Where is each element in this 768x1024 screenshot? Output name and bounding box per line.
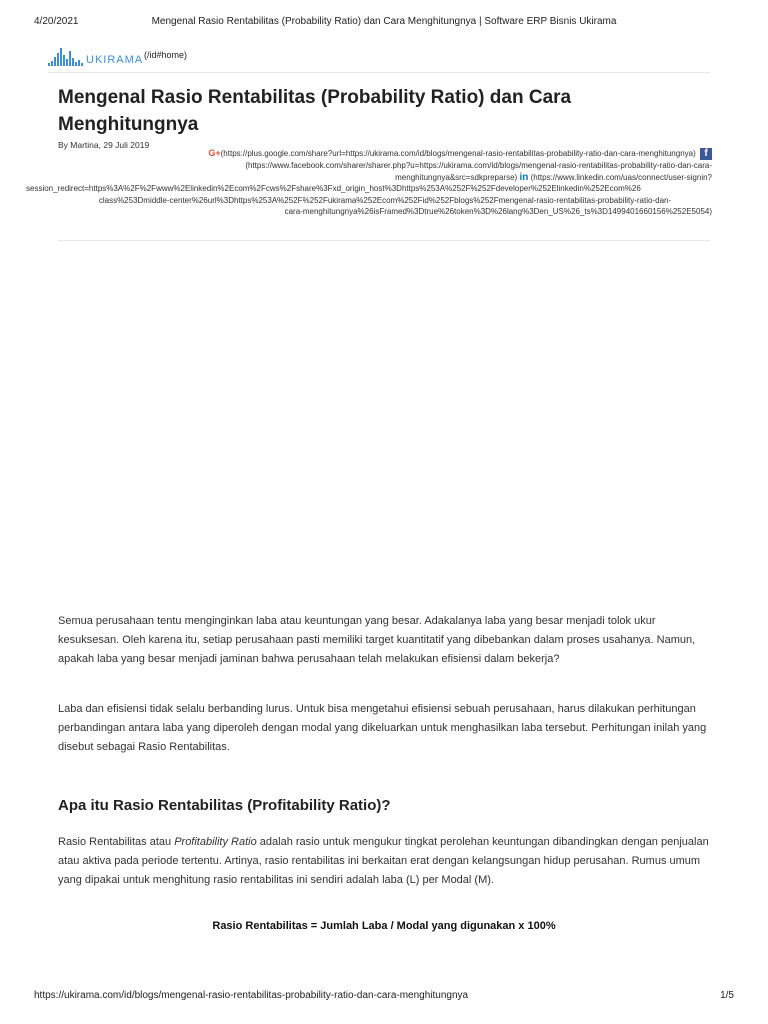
linkedin-share-link-2[interactable]: session_redirect=https%3A%2F%2Fwww%2Elinkedin%2Ecom%2Fcws%2Fshare%3Fxd_origin_host%3Dhttps%253A%252F%252Fdeveloper%252Elinkedin%252Ecom%26 bbox=[26, 184, 641, 194]
linkedin-icon[interactable]: in bbox=[519, 171, 529, 183]
linkedin-share-link[interactable]: (https://www.linkedin.com/uas/connect/user-signin? bbox=[530, 172, 712, 182]
share-gplus-row[interactable] bbox=[58, 148, 712, 160]
share-fb-li-row[interactable] bbox=[58, 172, 712, 184]
paragraph-efficiency: Laba dan efisiensi tidak selalu berbanding lurus. Untuk bisa mengetahui efisiensi sebuah perusahaan, harus dilakukan perhitungan perbandingan antara laba yang diperoleh dengan modal yang dikeluarkan untuk menghasilkan laba tersebut. Perhitungan inilah yang disebut sebagai Rasio Rentabilitas. bbox=[58, 703, 707, 753]
print-footer-url: https://ukirama.com/id/blogs/mengenal-rasio-rentabilitas-probability-ratio-dan-cara-menghitungnya bbox=[34, 990, 469, 1001]
divider bbox=[58, 240, 710, 241]
article-header bbox=[58, 84, 710, 150]
linkedin-share-link-4[interactable]: cara-menghitungnya%26isFramed%3Dtrue%26token%3D%26lang%3Den_US%26_ts%3D1499401660156%252E5054) bbox=[284, 207, 712, 217]
share-links bbox=[26, 148, 712, 218]
print-footer bbox=[34, 990, 734, 1004]
linkedin-share-link-3[interactable]: class%253Dmiddle-center%26url%3Dhttps%253A%252F%252Fukirama%252Ecom%252Fid%252Fblogs%252Fmengenal-rasio-rentabilitas-probability-ratio-dan- bbox=[98, 195, 672, 205]
logo-bars-icon bbox=[48, 48, 83, 66]
home-link[interactable]: (/id#home) bbox=[144, 50, 188, 60]
print-header bbox=[34, 16, 734, 30]
site-header bbox=[48, 44, 710, 73]
definition-text-start: Rasio Rentabilitas atau bbox=[58, 836, 175, 848]
formula: Rasio Rentabilitas = Jumlah Laba / Modal yang digunakan x 100% bbox=[212, 920, 556, 932]
definition-text-end: adalah rasio untuk mengukur tingkat perolehan keuntungan dibandingkan dengan penjualan atau aktiva pada periode tertentu. Artinya, rasio rentabilitas ini berkaitan erat dengan kelangsungan hidup perusahan. Rumus umum yang dipakai untuk menghitung rasio rentabilitas ini sendiri adalah laba (L) per Modal (M). bbox=[58, 836, 709, 886]
paragraph-intro: Semua perusahaan tentu menginginkan laba atau keuntungan yang besar. Adakalanya laba yang besar menjadi tolok ukur kesuksesan. Oleh karena itu, setiap perusahaan pasti memiliki target kuantitatif yang dibebankan dalam proses usahanya. Namun, apakah laba yang besar menjadi jaminan bahwa perusahaan telah melakukan efisiensi dalam bekerja? bbox=[58, 615, 696, 665]
article-title: Mengenal Rasio Rentabilitas (Probability Ratio) dan Cara Menghitungnya bbox=[58, 87, 572, 135]
ukirama-logo[interactable] bbox=[48, 46, 143, 66]
google-plus-share-link[interactable]: (https://plus.google.com/share?url=https://ukirama.com/id/blogs/mengenal-rasio-rentabilitas-probability-ratio-dan-cara-menghitungnya) bbox=[220, 149, 696, 159]
page-number: 1/5 bbox=[720, 990, 734, 1001]
logo-text: UKIRAMA bbox=[86, 54, 144, 66]
paragraph-definition bbox=[58, 833, 710, 890]
facebook-icon[interactable]: f bbox=[700, 148, 712, 160]
section-heading: Apa itu Rasio Rentabilitas (Profitability Ratio)? bbox=[58, 797, 391, 814]
definition-term: Profitability Ratio bbox=[174, 836, 257, 848]
byline: By Martina, 29 Juli 2019 bbox=[58, 140, 150, 150]
print-page-title: Mengenal Rasio Rentabilitas (Probability Ratio) dan Cara Menghitungnya | Software ERP Bisnis Ukirama bbox=[151, 16, 617, 27]
print-date: 4/20/2021 bbox=[34, 16, 79, 27]
google-plus-icon[interactable]: G+ bbox=[208, 148, 221, 159]
facebook-share-link-end[interactable]: menghitungnya&src=sdkpreparse) bbox=[395, 172, 518, 182]
facebook-share-link[interactable]: (https://www.facebook.com/sharer/sharer.php?u=https://ukirama.com/id/blogs/mengenal-rasio-rentabilitas-probability-ratio-dan-cara- bbox=[245, 161, 712, 170]
